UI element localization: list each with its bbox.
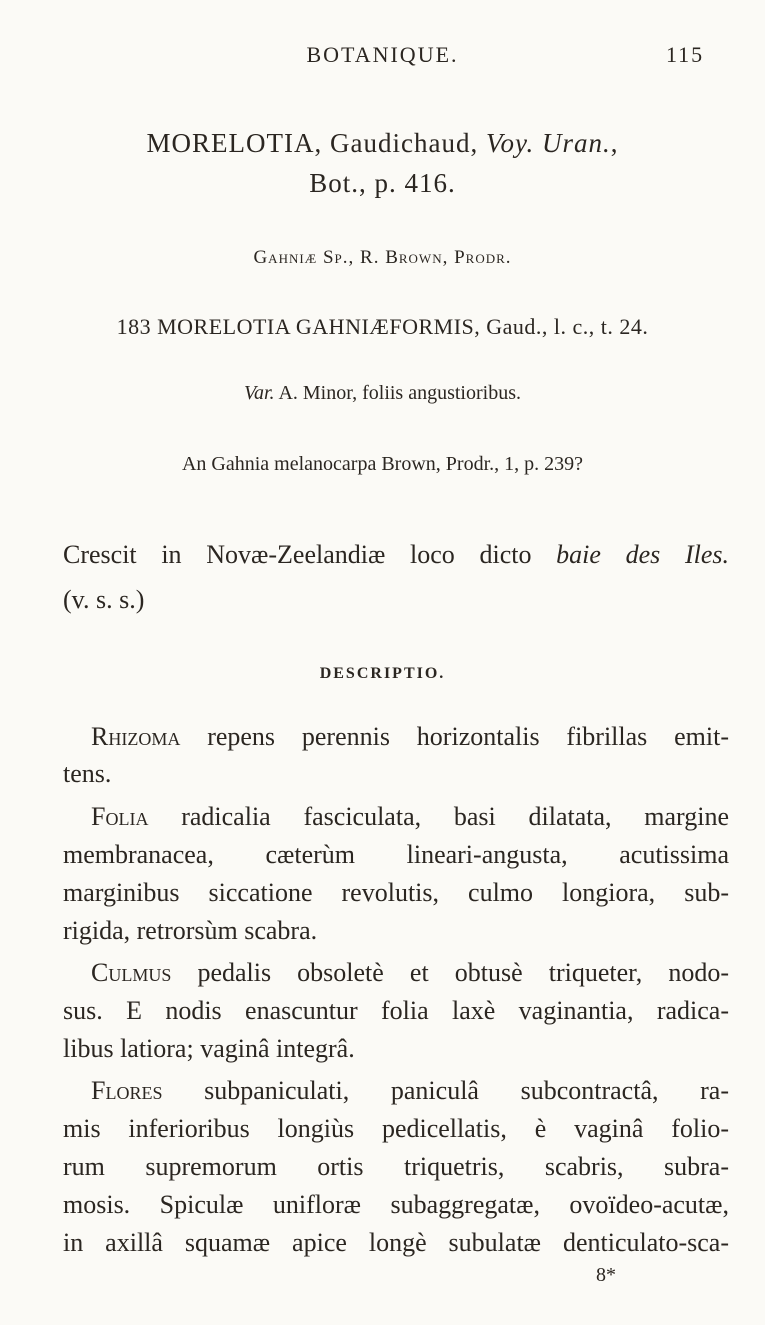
folia-text-1: radicalia fasciculata, basi dilatata, margine [148,802,729,831]
section-heading: DESCRIPTIO. [319,665,446,682]
variety-line [0,382,765,405]
flores-line-5: in axillâ squamæ apice longè subulatæ denticulato-sca- [63,1228,729,1257]
crescit-italic: baie des Iles. [556,540,730,569]
folia-line-3: marginibus siccatione revolutis, culmo longiora, sub- [63,878,729,907]
rhizoma-text-1: repens perennis horizontalis fibrillas emit- [180,722,729,751]
variety-italic: Var. [243,382,275,404]
crescit-line [63,540,729,570]
genus-end: , [610,128,619,158]
genus-author: , Gaudichaud, [314,128,486,158]
culmus-line-1 [91,958,729,988]
flores-text-1: subpaniculati, paniculâ subcontractâ, ra- [162,1076,729,1105]
running-title: BOTANIQUE. [306,42,459,67]
folia-line-4: rigida, retrorsùm scabra. [63,916,318,945]
crescit-text: Crescit in Novæ-Zeelandiæ loco dicto [63,540,557,569]
an-line: An Gahnia melanocarpa Brown, Prodr., 1, p. 239? [181,453,583,475]
flores-lead: Flores [91,1076,163,1105]
culmus-lead: Culmus [91,958,172,987]
genus-name: MORELOTIA [146,128,315,158]
culmus-text-1: pedalis obsoletè et obtusè triqueter, nodo- [171,958,729,987]
folia-line-2: membranacea, cæterùm lineari-angusta, acutissima [63,840,729,869]
rhizoma-line-2: tens. [63,759,112,788]
flores-line-4: mosis. Spiculæ unifloræ subaggregatæ, ovoïdeo-acutæ, [63,1190,729,1219]
genus-work: Voy. Uran. [485,128,611,158]
genus-heading [0,128,765,159]
page-number: 115 [666,42,705,67]
signature-mark: 8* [596,1264,616,1286]
crescit-line-2: (v. s. s.) [63,585,145,614]
species-heading: 183 MORELOTIA GAHNIÆFORMIS, Gaud., l. c., t. 24. [116,314,649,339]
flores-line-2: mis inferioribus longiùs pedicellatis, è vaginâ folio- [63,1114,729,1143]
folia-line-1 [91,802,729,832]
culmus-line-2: sus. E nodis enascuntur folia laxè vaginantia, radica- [63,996,729,1025]
flores-line-3: rum supremorum ortis triquetris, scabris, subra- [63,1152,729,1181]
rhizoma-line-1 [91,722,729,752]
synonym-line: Gahniæ Sp., R. Brown, Prodr. [253,247,512,268]
folia-lead: Folia [91,802,149,831]
culmus-line-3: libus latiora; vaginâ integrâ. [63,1034,355,1063]
rhizoma-lead: Rhizoma [91,722,181,751]
genus-reference: Bot., p. 416. [309,168,456,198]
flores-line-1 [91,1076,729,1106]
variety-text: A. Minor, foliis angustioribus. [274,382,521,404]
